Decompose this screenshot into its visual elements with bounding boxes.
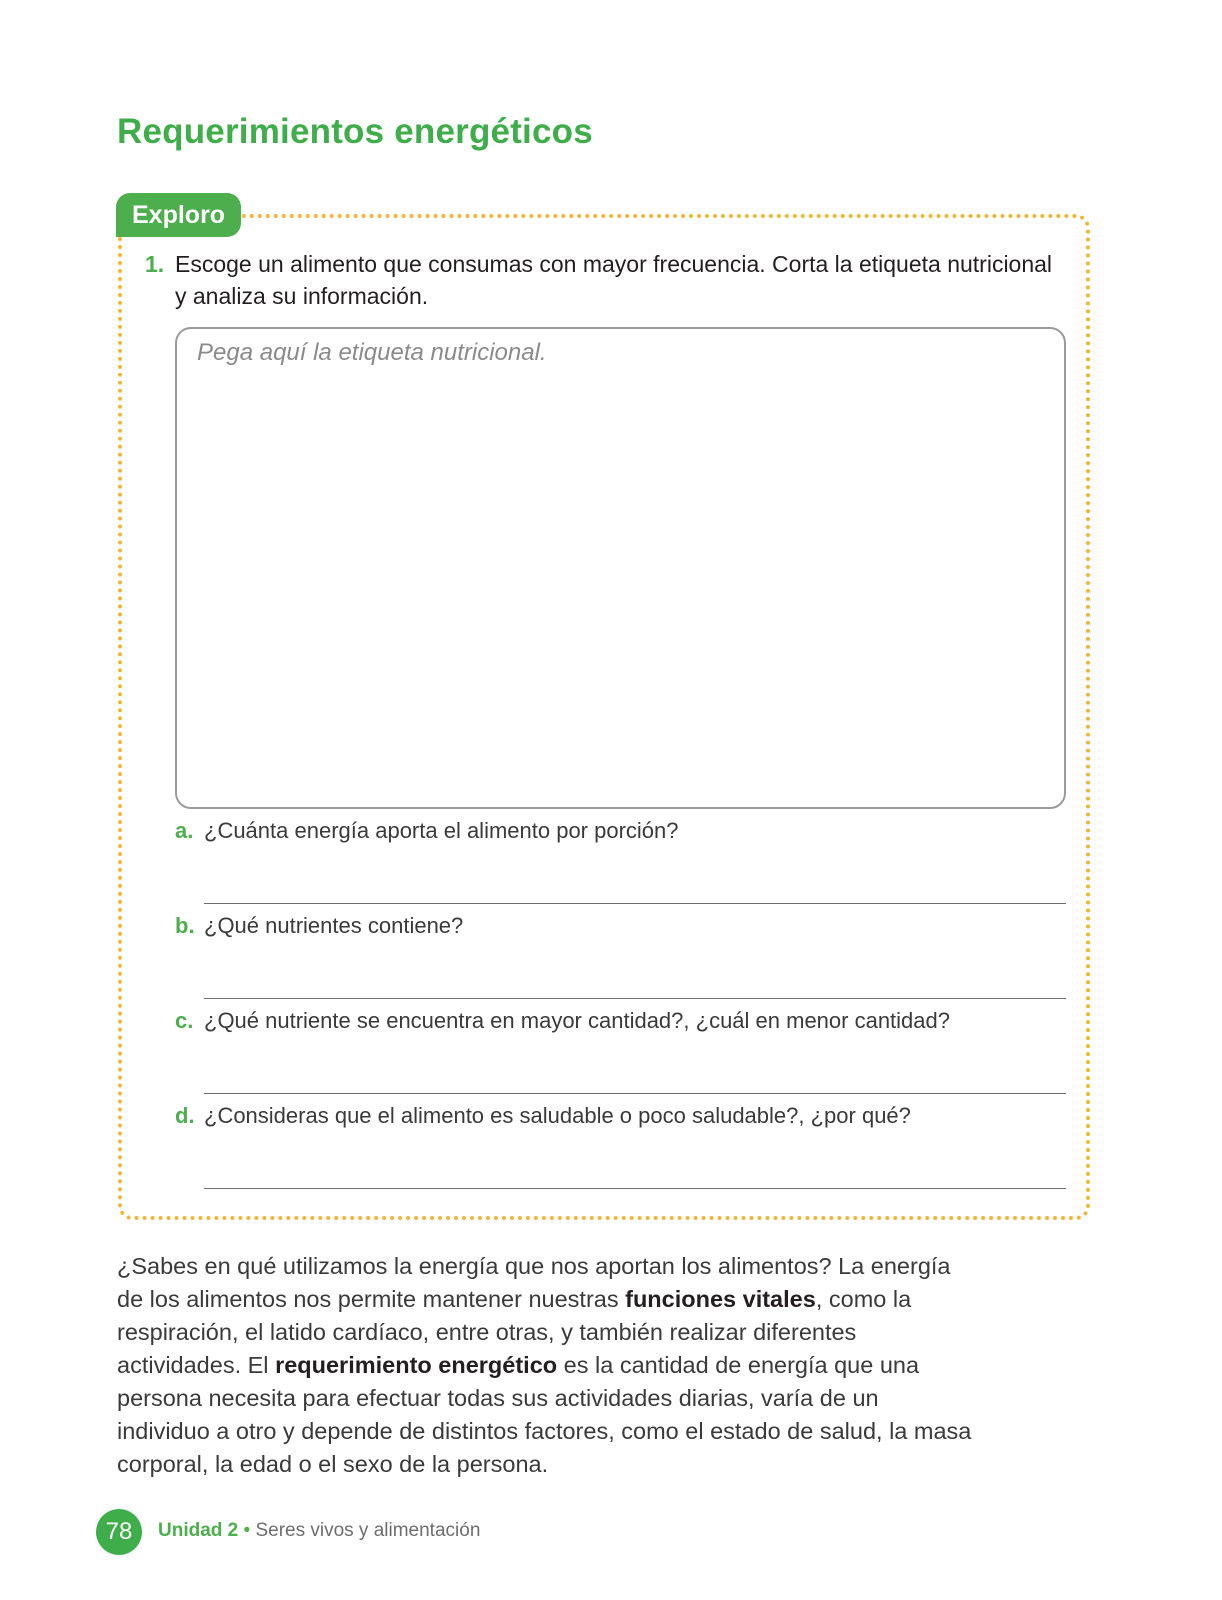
nutrition-label-paste-area xyxy=(175,327,1066,809)
explore-tab-label: Exploro xyxy=(116,193,241,237)
question-number: 1. xyxy=(145,251,165,277)
answer-line-a[interactable] xyxy=(204,903,1066,904)
question-1 xyxy=(145,248,1065,312)
unit-label: Unidad 2 xyxy=(158,1520,239,1541)
answer-line-d[interactable] xyxy=(204,1188,1066,1189)
paste-hint: Pega aquí la etiqueta nutricional. xyxy=(197,339,547,366)
sub-question-a xyxy=(175,818,1066,844)
page-number-badge: 78 xyxy=(96,1509,142,1555)
sub-question-letter: d. xyxy=(175,1103,195,1128)
sub-question-text: ¿Qué nutrientes contiene? xyxy=(204,913,464,938)
term-funciones-vitales: funciones vitales xyxy=(625,1286,816,1312)
sub-question-letter: c. xyxy=(175,1008,194,1033)
question-text: Escoge un alimento que consumas con mayor frecuencia. Corta la etiqueta nutricional y analiza su información. xyxy=(175,251,1053,309)
sub-question-text: ¿Qué nutriente se encuentra en mayor cantidad?, ¿cuál en menor cantidad? xyxy=(204,1008,951,1033)
paragraph-text: , como la respiración, el latido cardíaco, entre otras, y también realizar diferentes actividades. El xyxy=(117,1286,912,1378)
sub-question-d xyxy=(175,1103,1066,1129)
sub-question-text: ¿Consideras que el alimento es saludable o poco saludable?, ¿por qué? xyxy=(204,1103,911,1128)
sub-question-letter: b. xyxy=(175,913,195,938)
paragraph-text: ¿Sabes en qué utilizamos la energía que nos aportan los alimentos? La energía de los alimentos nos permite mantener nuestras xyxy=(117,1253,951,1312)
page-title: Requerimientos energéticos xyxy=(117,112,593,151)
sub-question-text: ¿Cuánta energía aporta el alimento por porción? xyxy=(204,818,679,843)
sub-question-b xyxy=(175,913,1066,939)
answer-line-b[interactable] xyxy=(204,998,1066,999)
paragraph-text: es la cantidad de energía que una persona necesita para efectuar todas sus actividades diarias, varía de un individuo a otro y depende de distintos factores, como el estado de salud, la masa corporal, la edad o el sexo de la persona. xyxy=(117,1352,972,1477)
term-requerimiento-energetico: requerimiento energético xyxy=(275,1352,558,1378)
footer-unit-label xyxy=(158,1520,480,1542)
body-paragraph xyxy=(117,1250,977,1481)
unit-title: Seres vivos y alimentación xyxy=(255,1520,481,1541)
sub-question-c xyxy=(175,1008,1066,1034)
answer-line-c[interactable] xyxy=(204,1093,1066,1094)
sub-question-letter: a. xyxy=(175,818,194,843)
footer-separator: • xyxy=(243,1520,251,1541)
